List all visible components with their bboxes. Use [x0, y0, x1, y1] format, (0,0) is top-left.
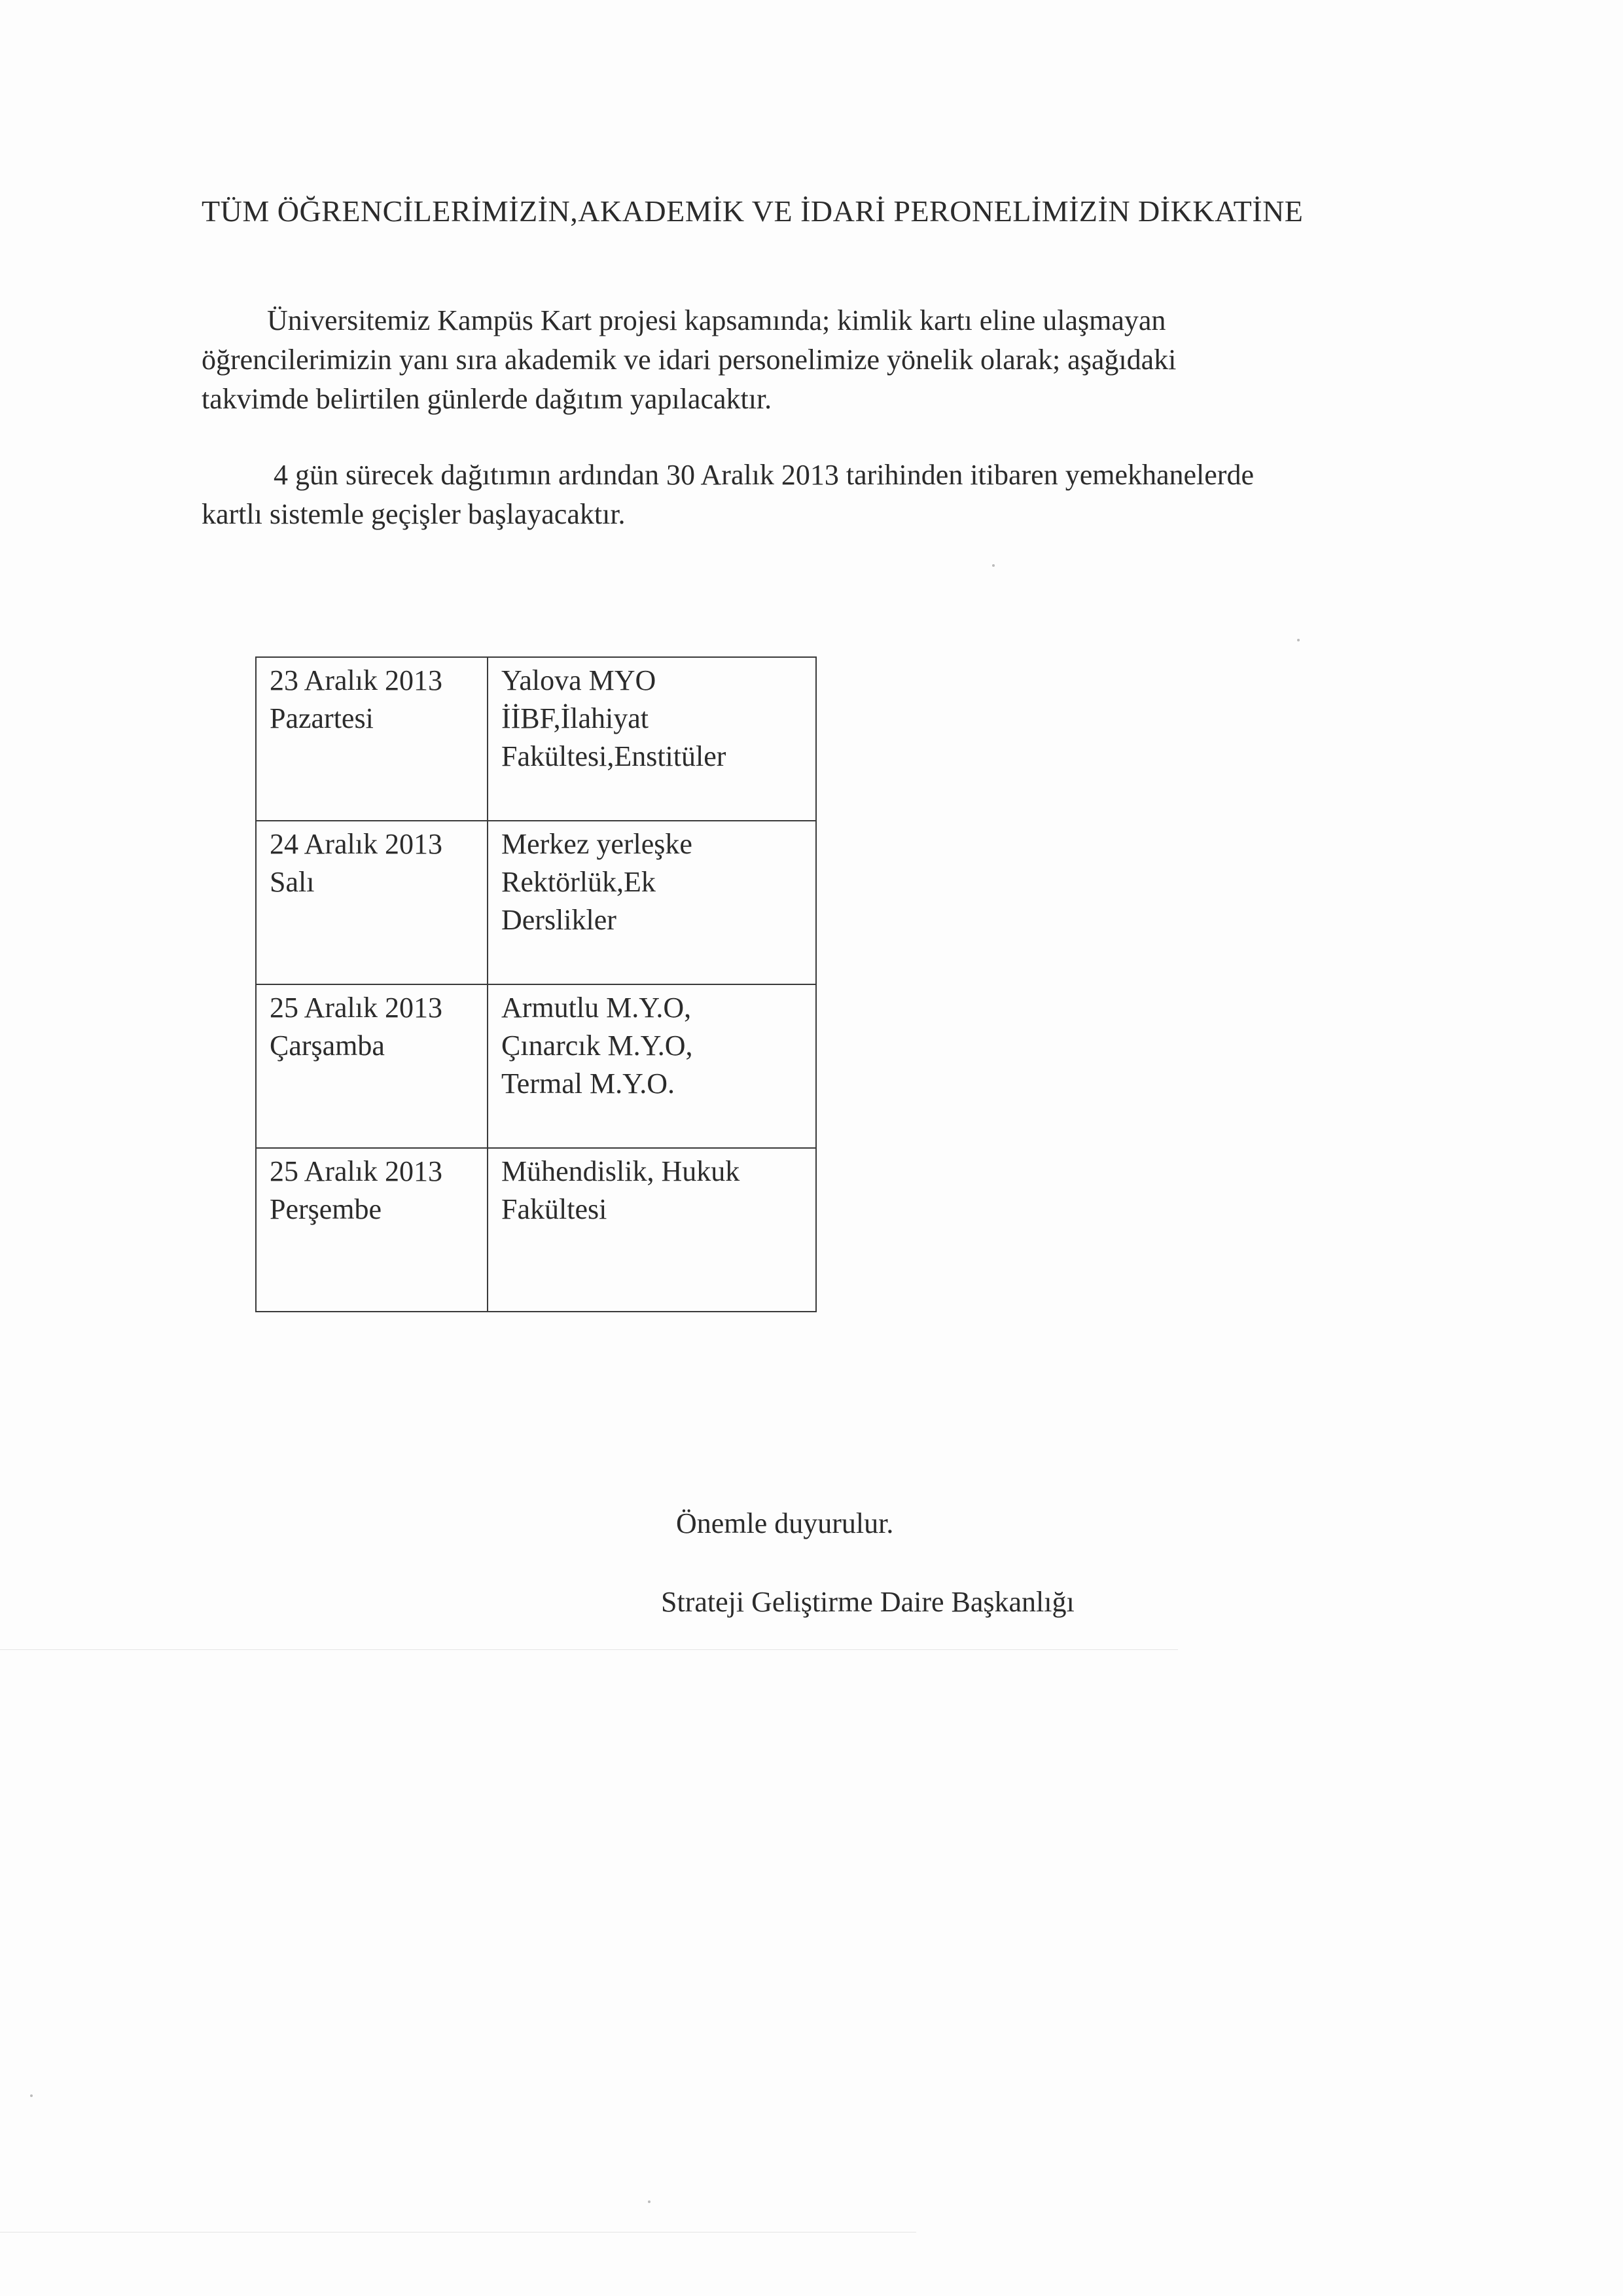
scan-artifact — [648, 2200, 651, 2203]
schedule-location: Rektörlük,Ek — [501, 866, 656, 898]
schedule-location: İİBF,İlahiyat — [501, 702, 649, 734]
schedule-date: 25 Aralık 2013 — [270, 992, 442, 1024]
scan-artifact — [0, 1649, 1178, 1650]
schedule-location: Derslikler — [501, 904, 616, 936]
schedule-date: 24 Aralık 2013 — [270, 828, 442, 860]
table-row — [256, 821, 816, 984]
paragraph-line: takvimde belirtilen günlerde dağıtım yapılacaktır. — [202, 383, 772, 415]
date-cell — [256, 821, 488, 984]
schedule-location: Merkez yerleşke — [501, 828, 692, 860]
schedule-location: Armutlu M.Y.O, — [501, 992, 692, 1024]
location-cell — [488, 1148, 816, 1312]
transition-paragraph — [202, 456, 1406, 534]
paragraph-line: 4 gün sürecek dağıtımın ardından 30 Aralık 2013 tarihinden itibaren yemekhanelerde — [274, 459, 1254, 491]
schedule-day: Çarşamba — [270, 1030, 385, 1062]
schedule-location: Fakültesi,Enstitüler — [501, 740, 726, 772]
date-cell — [256, 657, 488, 821]
location-cell — [488, 984, 816, 1148]
paragraph-line: öğrencilerimizin yanı sıra akademik ve idari personelimize yönelik olarak; aşağıdaki — [202, 344, 1177, 376]
table-row — [256, 1148, 816, 1312]
scan-artifact — [1297, 639, 1300, 641]
schedule-day: Pazartesi — [270, 702, 374, 734]
scan-artifact — [0, 2232, 916, 2233]
schedule-location: Mühendislik, Hukuk — [501, 1155, 740, 1187]
date-cell — [256, 984, 488, 1148]
distribution-schedule-table — [255, 656, 817, 1312]
scan-artifact — [992, 564, 995, 567]
schedule-day: Salı — [270, 866, 315, 898]
schedule-location: Termal M.Y.O. — [501, 1067, 675, 1100]
scan-artifact — [30, 2094, 33, 2097]
announcement-paragraph — [202, 301, 1406, 419]
table-row — [256, 657, 816, 821]
paragraph-line: kartlı sistemle geçişler başlayacaktır. — [202, 498, 626, 530]
date-cell — [256, 1148, 488, 1312]
schedule-date: 25 Aralık 2013 — [270, 1155, 442, 1187]
schedule-location: Çınarcık M.Y.O, — [501, 1030, 693, 1062]
schedule-location: Yalova MYO — [501, 664, 656, 696]
schedule-location: Fakültesi — [501, 1193, 607, 1225]
schedule-date: 23 Aralık 2013 — [270, 664, 442, 696]
document-heading: TÜM ÖĞRENCİLERİMİZİN,AKADEMİK VE İDARİ PERONELİMİZİN DİKKATİNE — [202, 194, 1304, 228]
signature-department: Strateji Geliştirme Daire Başkanlığı — [661, 1586, 1075, 1618]
closing-note: Önemle duyurulur. — [676, 1507, 894, 1539]
location-cell — [488, 821, 816, 984]
table-row — [256, 984, 816, 1148]
paragraph-line: Üniversitemiz Kampüs Kart projesi kapsamında; kimlik kartı eline ulaşmayan — [267, 304, 1166, 336]
schedule-day: Perşembe — [270, 1193, 382, 1225]
location-cell — [488, 657, 816, 821]
